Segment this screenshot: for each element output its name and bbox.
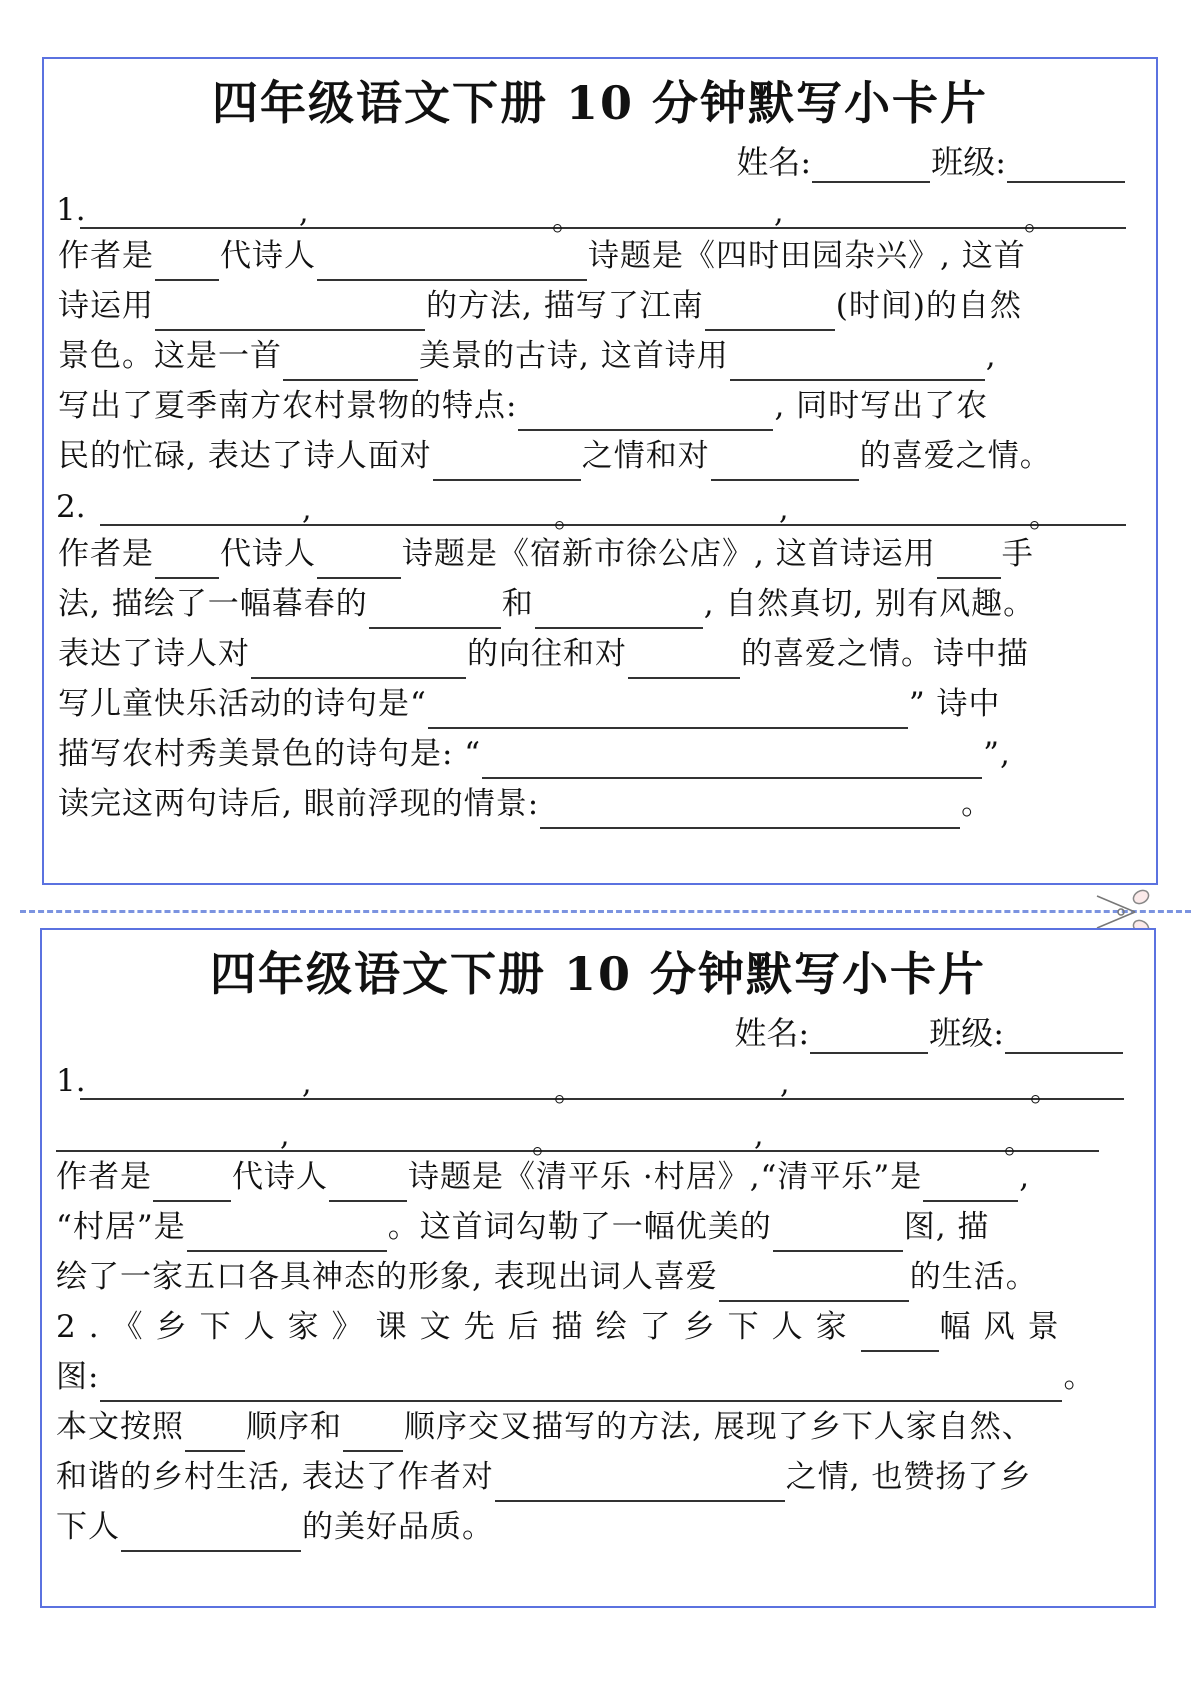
poem-period: 。 bbox=[1004, 1126, 1034, 1161]
blank-field[interactable] bbox=[495, 1462, 785, 1502]
class-label: 班级: bbox=[931, 143, 1006, 181]
text-line: 本文按照 顺序和 顺序交叉描写的方法, 展现了乡下人家自然、 bbox=[56, 1402, 1140, 1452]
poem-answer-line[interactable] bbox=[56, 1110, 1099, 1152]
blank-field[interactable] bbox=[343, 1412, 403, 1452]
name-field[interactable] bbox=[812, 143, 930, 183]
text-line: 绘了一家五口各具神态的形象, 表现出词人喜爱 的生活。 bbox=[56, 1252, 1140, 1302]
blank-field[interactable] bbox=[711, 441, 859, 481]
name-label: 姓名: bbox=[734, 1014, 810, 1052]
poem-comma: , bbox=[774, 195, 784, 230]
blank-field[interactable] bbox=[540, 789, 960, 829]
blank-field[interactable] bbox=[155, 241, 219, 281]
poem-comma: , bbox=[302, 1066, 312, 1101]
poem-comma: , bbox=[299, 195, 309, 230]
text-line: “村居”是 。这首词勾勒了一幅优美的 图, 描 bbox=[56, 1202, 1140, 1252]
text-line: 作者是 代诗人 诗题是《清平乐 ·村居》,“清平乐”是 , bbox=[56, 1152, 1140, 1202]
dictation-card-2 bbox=[40, 928, 1156, 1608]
blank-field[interactable] bbox=[482, 739, 982, 779]
name-field[interactable] bbox=[810, 1014, 928, 1054]
poem-comma: , bbox=[302, 492, 312, 527]
blank-field[interactable] bbox=[185, 1412, 245, 1452]
class-label: 班级: bbox=[929, 1014, 1004, 1052]
question-number: 1. bbox=[56, 192, 86, 228]
card-title: 四年级语文下册 10 分钟默写小卡片 bbox=[211, 76, 989, 130]
text-line: 描写农村秀美景色的诗句是: “ ”, bbox=[58, 729, 1142, 779]
poem-comma: , bbox=[780, 1066, 790, 1101]
blank-field[interactable] bbox=[283, 341, 418, 381]
question-number: 2. bbox=[56, 489, 86, 525]
text-line: 和谐的乡村生活, 表达了作者对 之情, 也赞扬了乡 bbox=[56, 1452, 1140, 1502]
blank-field[interactable] bbox=[518, 391, 773, 431]
blank-field[interactable] bbox=[121, 1512, 301, 1552]
text-line: 表达了诗人对 的向往和对 的喜爱之情。诗中描 bbox=[58, 629, 1142, 679]
blank-field[interactable] bbox=[719, 1262, 909, 1302]
text-line: 写儿童快乐活动的诗句是“ ” 诗中 bbox=[58, 679, 1142, 729]
poem-period: 。 bbox=[532, 1126, 562, 1161]
poem-answer-line[interactable] bbox=[80, 187, 1126, 229]
text-line: 读完这两句诗后, 眼前浮现的情景: 。 bbox=[58, 779, 1142, 829]
blank-field[interactable] bbox=[187, 1212, 387, 1252]
blank-field[interactable] bbox=[251, 639, 466, 679]
poem-comma: , bbox=[280, 1118, 290, 1153]
blank-field[interactable] bbox=[433, 441, 581, 481]
poem-comma: , bbox=[754, 1118, 764, 1153]
poem-period: 。 bbox=[1024, 203, 1054, 238]
text-line: 作者是 代诗人 诗题是《宿新市徐公店》, 这首诗运用 手 bbox=[58, 529, 1142, 579]
poem-answer-line[interactable] bbox=[80, 1058, 1124, 1100]
text-line: 图: 。 bbox=[56, 1352, 1140, 1402]
cut-line bbox=[20, 910, 1191, 913]
text-line: 作者是 代诗人 诗题是《四时田园杂兴》, 这首 bbox=[58, 231, 1142, 281]
blank-field[interactable] bbox=[317, 539, 401, 579]
blank-field[interactable] bbox=[535, 589, 703, 629]
name-class-bar bbox=[734, 1008, 1124, 1054]
poem-period: 。 bbox=[554, 1074, 584, 1109]
poem-answer-line[interactable] bbox=[100, 484, 1126, 526]
blank-field[interactable] bbox=[317, 241, 587, 281]
blank-field[interactable] bbox=[153, 1162, 231, 1202]
blank-field[interactable] bbox=[100, 1362, 1062, 1402]
blank-field[interactable] bbox=[705, 291, 835, 331]
poem-period: 。 bbox=[554, 500, 584, 535]
text-line: 2.《乡下人家》课文先后描绘了乡下人家 幅风景 bbox=[56, 1302, 1140, 1352]
blank-field[interactable] bbox=[730, 341, 985, 381]
blank-field[interactable] bbox=[861, 1312, 939, 1352]
poem-comma: , bbox=[779, 492, 789, 527]
text-line: 写出了夏季南方农村景物的特点: , 同时写出了农 bbox=[58, 381, 1142, 431]
dictation-card-1 bbox=[42, 57, 1158, 885]
class-field[interactable] bbox=[1005, 1014, 1123, 1054]
text-line: 法, 描绘了一幅暮春的 和 , 自然真切, 别有风趣。 bbox=[58, 579, 1142, 629]
blank-field[interactable] bbox=[937, 539, 1001, 579]
poem-period: 。 bbox=[552, 203, 582, 238]
blank-field[interactable] bbox=[329, 1162, 407, 1202]
blank-field[interactable] bbox=[628, 639, 740, 679]
poem-period: 。 bbox=[1030, 1074, 1060, 1109]
blank-field[interactable] bbox=[923, 1162, 1018, 1202]
question-number: 1. bbox=[56, 1063, 86, 1099]
name-label: 姓名: bbox=[736, 143, 812, 181]
card-title: 四年级语文下册 10 分钟默写小卡片 bbox=[209, 947, 987, 1001]
blank-field[interactable] bbox=[155, 291, 425, 331]
blank-field[interactable] bbox=[428, 689, 908, 729]
text-line: 诗运用 的方法, 描写了江南 (时间)的自然 bbox=[58, 281, 1142, 331]
text-line: 民的忙碌, 表达了诗人面对 之情和对 的喜爱之情。 bbox=[58, 431, 1142, 481]
text-line: 景色。这是一首 美景的古诗, 这首诗用 , bbox=[58, 331, 1142, 381]
blank-field[interactable] bbox=[773, 1212, 903, 1252]
blank-field[interactable] bbox=[155, 539, 219, 579]
blank-field[interactable] bbox=[369, 589, 501, 629]
name-class-bar bbox=[736, 137, 1126, 183]
poem-period: 。 bbox=[1029, 500, 1059, 535]
text-line: 下人 的美好品质。 bbox=[56, 1502, 1140, 1552]
class-field[interactable] bbox=[1007, 143, 1125, 183]
